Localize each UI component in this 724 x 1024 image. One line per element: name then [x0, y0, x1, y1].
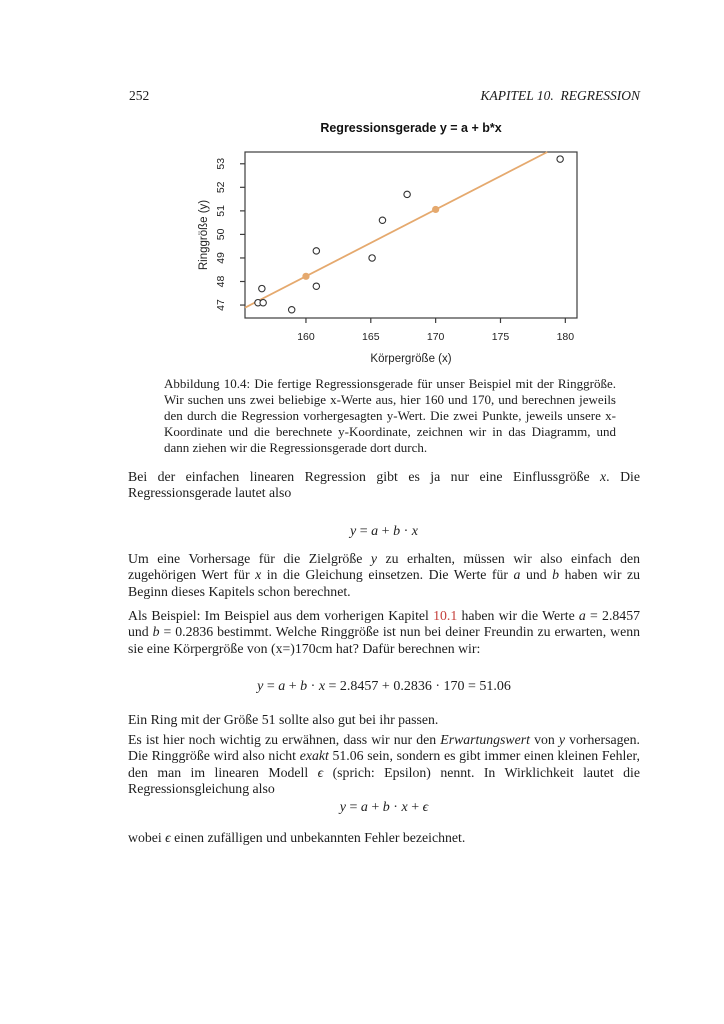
- data-point: [288, 307, 294, 313]
- data-point: [259, 285, 265, 291]
- text-run: y: [339, 800, 346, 815]
- text-run: Abbildung 10.4: Die fertige Regressionsgerade für unser Beispiel mit der Ringgröße. Wir suchen uns zwei beliebige x-Werte aus, hier 160 und 170, und berechnen jeweils den durch die Regression vorhergesagten y-Wert. Die zwei Punkte, jeweils unsere x-Koordinate und die berechnete y-Koordinate, zeichnen wir in das Diagramm, und dann ziehen wir die Regressionsgerade dort durch.: [164, 376, 616, 455]
- paragraph-epsilon: [128, 732, 640, 797]
- chart-title: Regressionsgerade y = a + b*x: [320, 121, 502, 135]
- text-run: (sprich: Epsilon) nennt. In Wirklichkeit lautet die Regressionsgleichung also: [128, 764, 640, 796]
- data-point: [313, 283, 319, 289]
- text-run: von: [529, 732, 559, 747]
- text-run: und: [520, 567, 553, 583]
- plot-frame: [245, 152, 577, 318]
- text-run: a: [371, 524, 379, 539]
- text-run: x: [600, 469, 607, 484]
- text-run: zu erhalten, müssen wir also einfach den zugehörigen Wert für: [128, 551, 640, 583]
- data-point: [379, 217, 385, 223]
- page-number: 252: [129, 88, 150, 103]
- text-run: einen zufälligen und unbekannten Fehler bezeichnet.: [170, 830, 466, 845]
- paragraph-error-note: [128, 830, 640, 846]
- data-point: [260, 299, 266, 305]
- x-tick-label: 165: [362, 331, 380, 343]
- prediction-point: [432, 206, 439, 213]
- text-run: in die Gleichung einsetzen. Die Werte für: [261, 567, 514, 583]
- regression-figure: [158, 106, 610, 372]
- text-run: +: [367, 800, 383, 815]
- text-run: b: [393, 524, 401, 539]
- x-tick-label: 170: [426, 331, 445, 343]
- equation-example-calc: [128, 679, 640, 695]
- data-point: [404, 191, 410, 197]
- text-run: Erwartungswert: [440, 732, 530, 747]
- text-run: a: [278, 679, 286, 694]
- y-axis-label: Ringgröße (y): [198, 199, 210, 271]
- text-run: a: [360, 800, 368, 815]
- text-run: Als Beispiel: Im Beispiel aus dem vorherigen Kapitel: [128, 608, 434, 623]
- text-run: x: [411, 524, 418, 539]
- x-axis-label: Körpergröße (x): [370, 353, 452, 365]
- text-run: ·: [400, 524, 412, 539]
- text-run: Bei der einfachen linearen Regression gibt es ja nur eine Einflussgröße: [128, 469, 601, 484]
- figure-caption: [164, 376, 616, 456]
- text-run: +: [378, 524, 394, 539]
- text-run: a: [578, 608, 586, 623]
- text-run: . Die Regressionsgerade lautet also: [128, 469, 640, 501]
- x-tick-label: 160: [297, 331, 315, 343]
- paragraph-example: [128, 608, 640, 657]
- data-point: [313, 248, 319, 254]
- y-tick-label: 52: [215, 181, 227, 194]
- text-run: = 0.2836 bestimmt. Welche Ringgröße ist nun bei deiner Freundin zu erwarten, wenn sie eine Körpergröße von (x=)170cm hat? Dafür berechnen wir:: [128, 624, 640, 656]
- text-run: ·: [307, 679, 319, 694]
- text-run: Ein Ring mit der Größe 51 sollte also gut bei ihr passen.: [128, 712, 439, 727]
- text-run: exakt: [299, 748, 329, 764]
- text-run: b: [152, 624, 160, 640]
- text-run: ϵ: [317, 764, 324, 780]
- text-run: ·: [389, 800, 402, 815]
- text-run: wobei: [128, 830, 166, 845]
- text-run: 51.06 sein, sondern es gibt immer einen kleinen Fehler, den man im linearen Modell: [128, 748, 640, 780]
- x-tick-label: 180: [556, 331, 575, 343]
- data-point: [557, 156, 563, 162]
- data-point: [369, 255, 375, 261]
- paragraph-prediction: [128, 551, 640, 600]
- paragraph-ring-fit: [128, 712, 640, 728]
- text-run: b: [300, 679, 308, 694]
- text-run: x: [255, 567, 262, 583]
- text-run: y: [257, 679, 264, 694]
- y-tick-label: 49: [215, 252, 227, 264]
- equation-regression-line: [128, 524, 640, 540]
- text-run: y: [350, 524, 357, 539]
- text-run: vorhersagen. Die Ringgröße wird also nicht: [128, 732, 640, 764]
- text-run: ϵ: [165, 830, 171, 845]
- equation-with-error: [128, 800, 640, 816]
- text-run: =: [356, 524, 372, 539]
- text-run: = 2.8457 + 0.2836 · 170 = 51.06: [325, 679, 511, 694]
- text-run: =: [263, 679, 279, 694]
- x-tick-label: 175: [491, 331, 510, 343]
- text-run: haben wir die Werte: [457, 608, 579, 623]
- text-run: +: [407, 800, 423, 815]
- text-run: =: [345, 800, 361, 815]
- text-run: y: [558, 732, 566, 747]
- prediction-point: [302, 273, 309, 280]
- y-tick-label: 51: [215, 205, 227, 217]
- text-run: +: [285, 679, 301, 694]
- regression-line: [245, 152, 547, 308]
- chapter-header: KAPITEL 10. REGRESSION: [480, 88, 640, 103]
- text-run: Es ist hier noch wichtig zu erwähnen, dass wir nur den: [128, 732, 441, 747]
- text-run: x: [318, 679, 326, 694]
- text-run: = 2.8457 und: [128, 608, 641, 640]
- text-run: b: [382, 800, 390, 815]
- y-tick-label: 50: [215, 228, 227, 241]
- y-tick-label: 48: [215, 275, 227, 288]
- y-tick-label: 47: [215, 299, 227, 311]
- text-run: b: [552, 567, 560, 583]
- text-run: Um eine Vorhersage für die Zielgröße: [128, 551, 371, 566]
- section-10-1-link[interactable]: 10.1: [433, 608, 458, 623]
- text-run: ϵ: [422, 800, 429, 815]
- text-run: x: [401, 800, 408, 815]
- regression-chart: [158, 106, 610, 372]
- paragraph-intro: [128, 469, 640, 502]
- text-run: haben wir zu Beginn dieses Kapitels schon berechnet.: [128, 567, 640, 599]
- text-run: a: [513, 567, 521, 583]
- text-run: y: [370, 551, 377, 566]
- y-tick-label: 53: [215, 157, 227, 170]
